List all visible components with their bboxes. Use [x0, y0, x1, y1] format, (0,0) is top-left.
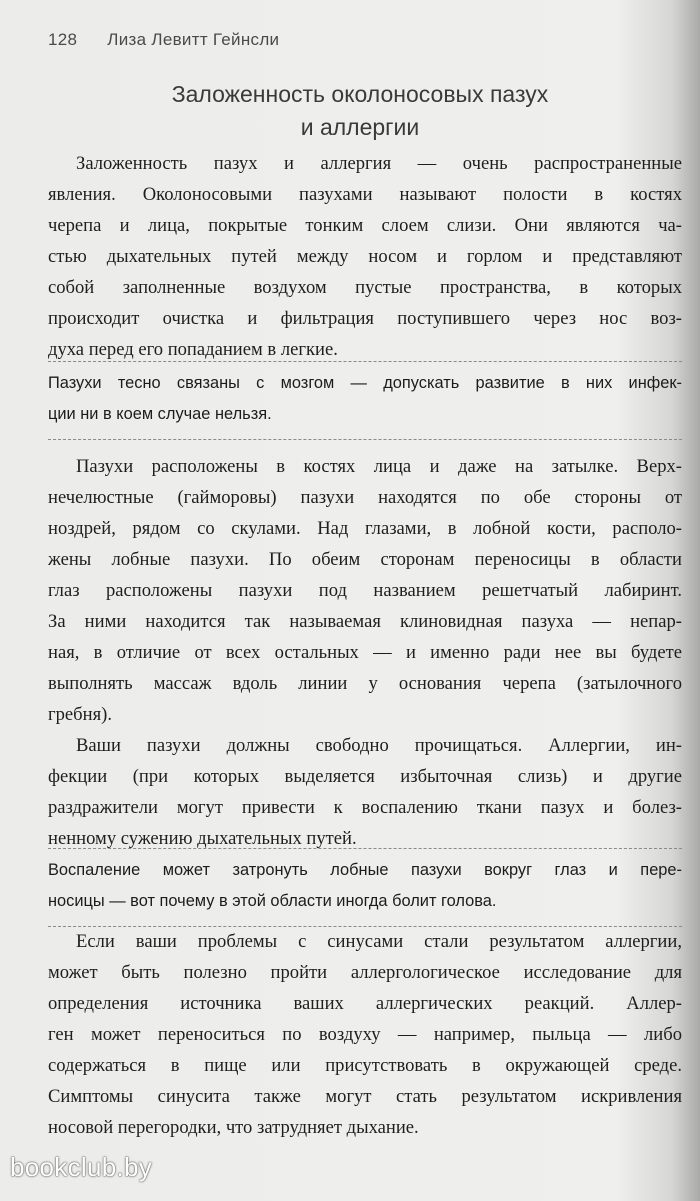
text-line: глаз расположены пазухи под названием решетчатый лабиринт. [48, 580, 682, 601]
text-line: носовой перегородки, что затрудняет дыхание. [48, 1117, 419, 1138]
section-title-line: и аллергии [300, 114, 420, 140]
paragraph-2 [48, 451, 682, 730]
page-number: 128 [48, 30, 78, 49]
text-line: ненному сужению дыхательных путей. [48, 828, 357, 849]
text-line: раздражители могут привести к воспалению ткани пазух и болез- [48, 797, 682, 818]
callout-2 [48, 855, 682, 917]
paragraph-4 [48, 926, 682, 1143]
text-line: За ними находится так называемая клиновидная пазуха — непар- [48, 611, 682, 632]
text-line: содержаться в пище или присутствовать в окружающей среде. [48, 1055, 682, 1076]
text-line: Пазухи расположены в костях лица и даже на затылке. Верх- [76, 456, 682, 477]
callout-line: Пазухи тесно связаны с мозгом — допускать развитие в них инфек- [48, 374, 682, 392]
text-line: Заложенность пазух и аллергия — очень распространенные [76, 153, 682, 174]
text-line: духа перед его попаданием в легкие. [48, 339, 338, 360]
text-line: определения источника ваших аллергических реакций. Аллер- [48, 993, 682, 1014]
callout-line: ции ни в коем случае нельзя. [48, 405, 272, 423]
paragraph-3 [48, 730, 682, 854]
text-line: стью дыхательных путей между носом и горлом и представляют [48, 246, 682, 267]
callout-bottom-rule [48, 439, 682, 440]
watermark: bookclub.by [10, 1152, 153, 1182]
text-line: фекции (при которых выделяется избыточная слизь) и другие [48, 766, 682, 787]
callout-line: Воспаление может затронуть лобные пазухи вокруг глаз и пере- [48, 861, 682, 879]
callout-1 [48, 368, 682, 430]
callout-top-rule [48, 848, 682, 849]
text-line: нечелюстные (гайморовы) пазухи находятся по обе стороны от [48, 487, 682, 508]
text-line: происходит очистка и фильтрация поступившего через нос воз- [48, 308, 682, 329]
text-line: Симптомы синусита также могут стать результатом искривления [48, 1086, 682, 1107]
text-line: может быть полезно пройти аллергологическое исследование для [48, 962, 682, 983]
text-line: Ваши пазухи должны свободно прочищаться. Аллергии, ин- [76, 735, 682, 756]
section-title [60, 78, 660, 144]
paragraph-1 [48, 148, 682, 365]
text-line: явления. Околоносовыми пазухами называют полости в костях [48, 184, 682, 205]
text-line: ная, в отличие от всех остальных — и именно ради нее вы будете [48, 642, 682, 663]
text-line: Если ваши проблемы с синусами стали результатом аллергии, [76, 931, 682, 952]
callout-line: носицы — вот почему в этой области иногда болит голова. [48, 892, 497, 910]
text-line: собой заполненные воздухом пустые пространства, в которых [48, 277, 682, 298]
section-title-line: Заложенность околоносовых пазух [171, 81, 549, 107]
text-line: гребня). [48, 704, 112, 725]
text-line: жены лобные пазухи. По обеим сторонам переносицы в области [48, 549, 682, 570]
text-line: выполнять массаж вдоль линии у основания черепа (затылочного [48, 673, 682, 694]
text-line: ноздрей, рядом со скулами. Над глазами, в лобной кости, располо- [48, 518, 682, 539]
text-line: черепа и лица, покрытые тонким слоем слизи. Они являются ча- [48, 215, 682, 236]
text-line: ген может переноситься по воздуху — например, пыльца — либо [48, 1024, 682, 1045]
author-name: Лиза Левитт Гейнсли [107, 30, 280, 49]
running-header [48, 30, 279, 50]
callout-top-rule [48, 361, 682, 362]
